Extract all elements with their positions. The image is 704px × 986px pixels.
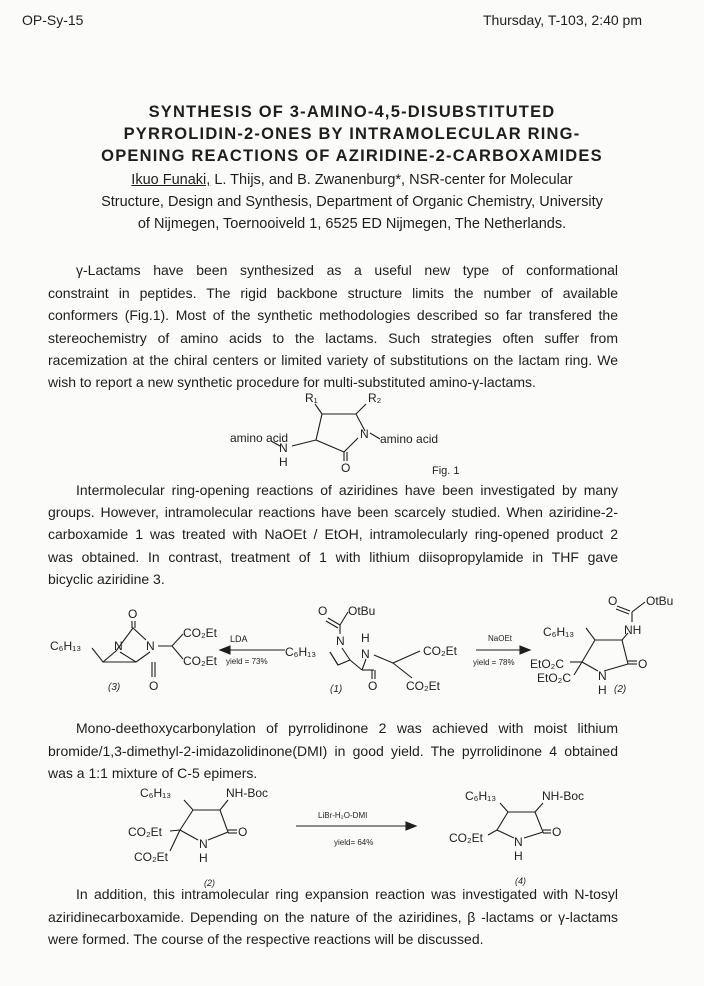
arrow-naoet bbox=[473, 634, 530, 667]
atom-o: O bbox=[368, 679, 378, 693]
hexyl-group: C₆H₁₃ bbox=[285, 645, 317, 659]
paragraph-1-line: stereochemistry of amino acids to the lactams. Such strategies often suffer from bbox=[48, 330, 618, 346]
atom-n: N bbox=[146, 639, 155, 653]
yield-label: yield= 64% bbox=[334, 838, 374, 847]
ester-group: CO₂Et bbox=[183, 626, 217, 640]
atom-n: N bbox=[336, 634, 345, 648]
atom-o: O bbox=[341, 461, 351, 475]
paragraph-3-line: was a 1:1 mixture of C-5 epimers. bbox=[48, 765, 258, 781]
compound-label: (3) bbox=[108, 682, 121, 693]
atom-o: O bbox=[238, 825, 248, 839]
ester-group: CO₂Et bbox=[134, 850, 168, 864]
session-code: OP-Sy-15 bbox=[22, 12, 84, 28]
arrow-libr bbox=[296, 811, 416, 847]
ester-group: CO₂Et bbox=[423, 644, 457, 658]
paragraph-4-line: aziridinecarboxamide. Depending on the nature of the aziridines, β -lactams or γ-lactams bbox=[48, 909, 618, 925]
paragraph-1-line: racemization at the chiral centers or limited variety of substitutions on the lactam ring. We bbox=[48, 352, 618, 368]
paragraph-2-line: was obtained. In contrast, treatment of 1 with lithium diisopropylamide in THF gave bbox=[48, 549, 618, 565]
bond bbox=[316, 414, 358, 452]
atom-n: N bbox=[279, 441, 288, 455]
session-schedule: Thursday, T-103, 2:40 pm bbox=[482, 12, 642, 28]
compound-2 bbox=[530, 594, 673, 697]
atom-o: O bbox=[318, 604, 328, 618]
figure-1-lactam bbox=[230, 391, 460, 477]
atom-n: N bbox=[114, 639, 123, 653]
atom-o: O bbox=[638, 657, 648, 671]
compound-label: (2) bbox=[204, 878, 215, 888]
atom-h: H bbox=[514, 849, 523, 863]
compound-3 bbox=[50, 607, 218, 693]
title-line-1: SYNTHESIS OF 3-AMINO-4,5-DISUBSTITUTED bbox=[148, 103, 556, 121]
paragraph-4-line: were formed. The course of the respective reactions will be discussed. bbox=[48, 931, 484, 947]
nhboc-group: NH-Boc bbox=[226, 786, 269, 800]
paragraph-2-line: groups. However, intramolecular reactions have been scarcely studied. When aziridine-2- bbox=[48, 504, 618, 520]
atom-o: O bbox=[149, 679, 159, 693]
nh-group: NH bbox=[624, 623, 642, 637]
compound-1 bbox=[285, 604, 458, 695]
paragraph-1-line: constraint in peptides. The rigid backbone structure limits the number of available bbox=[48, 285, 618, 301]
right-group-label: amino acid bbox=[380, 432, 439, 446]
paragraph-1-line: conformers (Fig.1). Most of the synthetic methodologies described so far transfered the bbox=[48, 307, 618, 323]
paragraph-1-line: γ-Lactams have been synthesized as a useful new type of conformational bbox=[76, 262, 618, 278]
reagent-label: LiBr-H₂O-DMI bbox=[318, 811, 368, 820]
paragraph-2-line: Intermolecular ring-opening reactions of aziridines have been investigated by many bbox=[76, 482, 618, 498]
paragraph-4-line: In addition, this intramolecular ring expansion reaction was investigated with N-tosyl bbox=[76, 886, 618, 902]
scheme-2-compound-2 bbox=[128, 786, 268, 888]
atom-o: O bbox=[552, 825, 562, 839]
atom-n: N bbox=[360, 427, 369, 441]
paragraph-2-line: carboxamide 1 was treated with NaOEt / EtOH, intramolecularly ring-opened product 2 bbox=[48, 526, 618, 542]
hexyl-group: C₆H₁₃ bbox=[465, 789, 497, 803]
title-line-3: OPENING REACTIONS OF AZIRIDINE-2-CARBOXAMIDES bbox=[101, 147, 603, 165]
compound-label: (1) bbox=[330, 684, 343, 695]
atom-h: H bbox=[361, 631, 370, 645]
left-group-label: amino acid bbox=[230, 431, 289, 445]
hexyl-group: C₆H₁₃ bbox=[543, 625, 575, 639]
atom-h: H bbox=[199, 851, 208, 865]
yield-label: yield = 78% bbox=[473, 658, 515, 667]
title-line-2: PYRROLIDIN-2-ONES BY INTRAMOLECULAR RING- bbox=[123, 125, 581, 143]
atom-n: N bbox=[199, 837, 208, 851]
reagent-label: LDA bbox=[230, 634, 248, 644]
atom-n: N bbox=[514, 835, 523, 849]
r1-label: R₁ bbox=[305, 391, 318, 405]
hexyl-group: C₆H₁₃ bbox=[50, 639, 82, 653]
presenting-author: Ikuo Funaki, bbox=[131, 172, 211, 188]
ester-group: CO₂Et bbox=[449, 831, 483, 845]
hexyl-group: C₆H₁₃ bbox=[140, 786, 172, 800]
nhboc-group: NH-Boc bbox=[542, 789, 585, 803]
atom-n: N bbox=[361, 647, 370, 661]
compound-label: (4) bbox=[515, 876, 526, 886]
atom-o: O bbox=[128, 607, 138, 621]
r2-label: R₂ bbox=[368, 391, 382, 405]
compound-label: (2) bbox=[614, 684, 627, 695]
paragraph-3-line: Mono-deethoxycarbonylation of pyrrolidinone 2 was achieved with moist lithium bbox=[76, 720, 618, 736]
ester-group: CO₂Et bbox=[128, 825, 162, 839]
ester-group: CO₂Et bbox=[406, 679, 440, 693]
affiliation-line-2: of Nijmegen, Toernooiveld 1, 6525 ED Nijmegen, The Netherlands. bbox=[137, 216, 567, 232]
paragraph-1-line: wish to report a new synthetic procedure for multi-substituted amino-γ-lactams. bbox=[48, 374, 536, 390]
atom-o: O bbox=[608, 594, 618, 608]
paragraph-3-line: bromide/1,3-dimethyl-2-imidazolidinone(DMI) in good yield. The pyrrolidinone 4 obtained bbox=[48, 743, 618, 759]
ester-group: EtO₂C bbox=[530, 657, 564, 671]
affiliation-line-1: Structure, Design and Synthesis, Department of Organic Chemistry, University bbox=[101, 194, 603, 210]
otbu-group: OtBu bbox=[348, 604, 376, 618]
yield-label: yield = 73% bbox=[226, 657, 268, 666]
bond bbox=[322, 414, 365, 431]
reagent-label: NaOEt bbox=[488, 634, 513, 643]
atom-h: H bbox=[279, 455, 288, 469]
figure-caption: Fig. 1 bbox=[432, 465, 460, 477]
compound-4 bbox=[449, 789, 584, 886]
ester-group: EtO₂C bbox=[537, 671, 571, 685]
otbu-group: OtBu bbox=[646, 594, 674, 608]
paragraph-2-line: bicyclic aziridine 3. bbox=[48, 571, 165, 587]
authors-rest: L. Thijs, and B. Zwanenburg*, NSR-center for Molecular bbox=[210, 172, 573, 188]
atom-n: N bbox=[598, 669, 607, 683]
atom-h: H bbox=[598, 683, 607, 697]
ester-group: CO₂Et bbox=[183, 654, 217, 668]
arrow-lda bbox=[220, 634, 285, 666]
